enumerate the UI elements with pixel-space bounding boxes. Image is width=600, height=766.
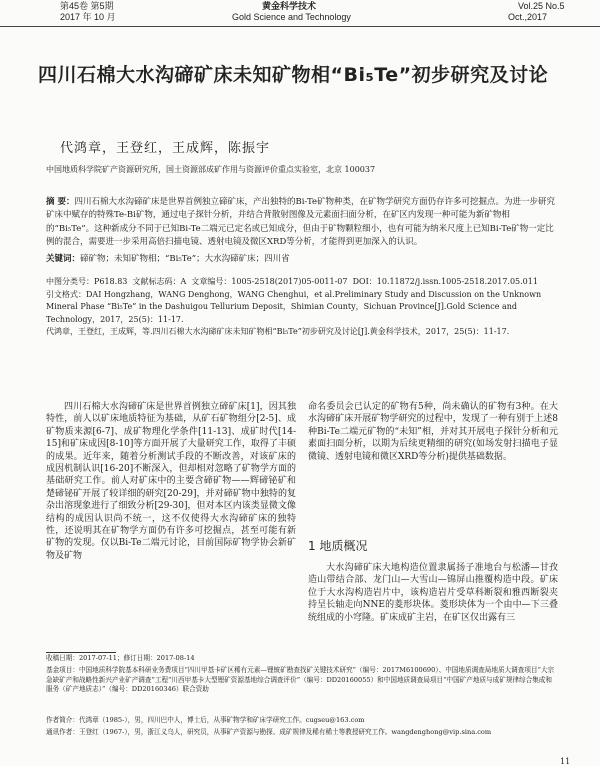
author-list: 代鸿章，王登红，王成辉，陈振宇 (60, 141, 271, 156)
footnote-corresponding: 通讯作者：王登红（1967-），男，浙江义乌人，研究员，从事矿产资源与勘探、成矿规律及稀有稀土等教授研究工作。wangdenghong@vip.sina.com (46, 728, 492, 736)
section-heading-geology: 1 地质概况 (308, 539, 368, 553)
footnote-divider (46, 652, 116, 653)
article-metadata (46, 276, 558, 339)
abstract-text: 四川石棉大水沟碲矿床是世界首例独立碲矿床，产出独特的Bi-Te矿物种类，在矿物学研究方面仍存许多可挖掘点。为进一步研究矿床中赋存的特殊Te-Bi矿物，通过电子探针分析，并结合背散射图像及元素面扫面分析，在矿区内发现一种可能为新矿物相的“Bi₅Te”。这种新成分不同于已知Bi-Te二端元已定名或已知成分，但由于矿物颗粒细小，也有可能为纳米尺度上已知Bi-Te矿物一定比例的混合，需要进一步采用高倍扫描电镜、透射电镜及微区XRD等分析，才能得到更加深入的认识。 (46, 197, 556, 248)
affiliation: 中国地质科学院矿产资源研究所，国土资源部成矿作用与资源评价重点实验室，北京 100037 (46, 165, 376, 174)
journal-name-en: Gold Science and Technology (232, 12, 351, 22)
doi: DOI：10.11872/j.issn.1005-2518.2017.05.011 (352, 277, 538, 286)
article-title: 四川石棉大水沟碲矿床未知矿物相“Bi₅Te”初步研究及讨论 (38, 64, 549, 86)
body-left-column: 四川石棉大水沟碲矿床是世界首例独立碲矿床[1]，因其独特性，前人以矿床地质特征为基础，从矿石矿物组分[2-5]、成矿物质来源[6-7]、成矿物理化学条件[11-13]、成矿时代[14-15]和矿床成因[8-10]等方面开展了大量研究工作，取得了丰硕的成果。近年来，随着分析测试手段的不断改善，对该矿床的成因机制认识[16-20]不断深入，但却相对忽略了矿物学方面的基础研究工作。前人对矿床中的主要含碲矿物——辉碲铋矿和楚碲铋矿开展了较详细的研究[20-29]，并对碲矿物中独特的复杂出溶现象进行了细致分析[29-30]，但对本区内该类显微文像结构的成因认识尚不统一，这不仅使得大水沟碲矿床的独特性，还说明其在矿物学方面仍有许多可挖掘点，甚至可能有新矿物的发现。仅以Bi-Te二端元讨论，目前国际矿物学协会新矿物及矿物 (46, 402, 296, 561)
citation-english: 引文格式：DAI Hongzhang，WANG Denghong，WANG Chenghui，et al.Preliminary Study and Discussion on the Unknown Mineral Phase “Bi₅Te” in the Dashuigou Tellurium Deposit，Shimian County，Sichuan Province[J].Gold Science and Technology，2017，25(5)：11-17. (46, 289, 542, 324)
article-number: 文章编号：1005-2518(2017)05-0011-07 (191, 277, 348, 286)
keywords (46, 252, 556, 264)
journal-date: 2017 年 10 月 (60, 12, 116, 22)
clc-number: 中图分类号：P618.83 (46, 277, 128, 286)
citation-chinese: 代鸿章，王登红，王成辉，等.四川石棉大水沟碲矿床未知矿物相“Bi₅Te”初步研究及讨论[J].黄金科学技术，2017，25(5)：11-17. (46, 327, 510, 336)
journal-date-en: Oct.,2017 (508, 12, 548, 22)
journal-name-cn: 黄金科学技术 (262, 1, 317, 11)
footnote-received: 收稿日期：2017-07-11；修订日期：2017-08-14 (46, 654, 195, 662)
abstract (46, 196, 556, 250)
page-number: 11 (560, 757, 571, 766)
metadata-codes (46, 276, 558, 289)
keywords-label: 关键词： (46, 254, 81, 264)
footnote-author: 作者简介：代鸿章（1985-），男，四川巴中人，博士后，从事矿物学和矿床学研究工作。cugseu@163.com (46, 716, 365, 724)
journal-volume: 第45卷 第5期 (60, 1, 114, 11)
footnote-funding: 基金项目：中国地质科学院基本科研业务费项目“四川甲基卡矿区稀有元素—锂铍矿勘查找矿关键技术研究”（编号：2017M6100690）、中国地质调查局地质大调查项目“大宗急缺矿产和战略性新兴产业矿产调查”工程“川西甲基卡大型锂矿资源基地综合调查评价”（编号：DD20160055）和中国地质调查局项目“中国矿产地质与成矿规律综合集成和服务（矿产地质志）”（编号：DD20160346）联合资助 (46, 666, 555, 693)
running-header (0, 0, 600, 27)
body-right-column-section1: 大水沟碲矿床大地构造位置隶属扬子准地台与松潘—甘孜造山带结合部、龙门山—大雪山—锦屏山推覆构造中段。矿床位于大水沟构造岩片中，该构造岩片受草科断裂和雅西断裂夹持呈长轴走向NNE的菱形块体。菱形块体为一个由中—下三叠统组成的小穹隆。矿床成矿主岩，在矿区仅出露有三 (308, 563, 558, 623)
document-code: 文献标志码：A (132, 277, 187, 286)
abstract-label: 摘 要： (46, 197, 75, 207)
keywords-text: 碲矿物；未知矿物相；“Bi₅Te”；大水沟碲矿床；四川省 (80, 254, 290, 264)
journal-volume-en: Vol.25 No.5 (518, 1, 565, 11)
body-right-column: 命名委员会已认定的矿物有5种，尚未确认的矿物有3种。在大水沟碲矿床开展矿物学研究的过程中，发现了一种有别于上述8种Bi-Te二端元矿物的“未知”相，并对其开展电子探针分析和元素面扫面分析，以期为后续更精细的研究(如场发射扫描电子显微镜、透射电镜和微区XRD等分析)提供基础数据。 (308, 402, 558, 462)
